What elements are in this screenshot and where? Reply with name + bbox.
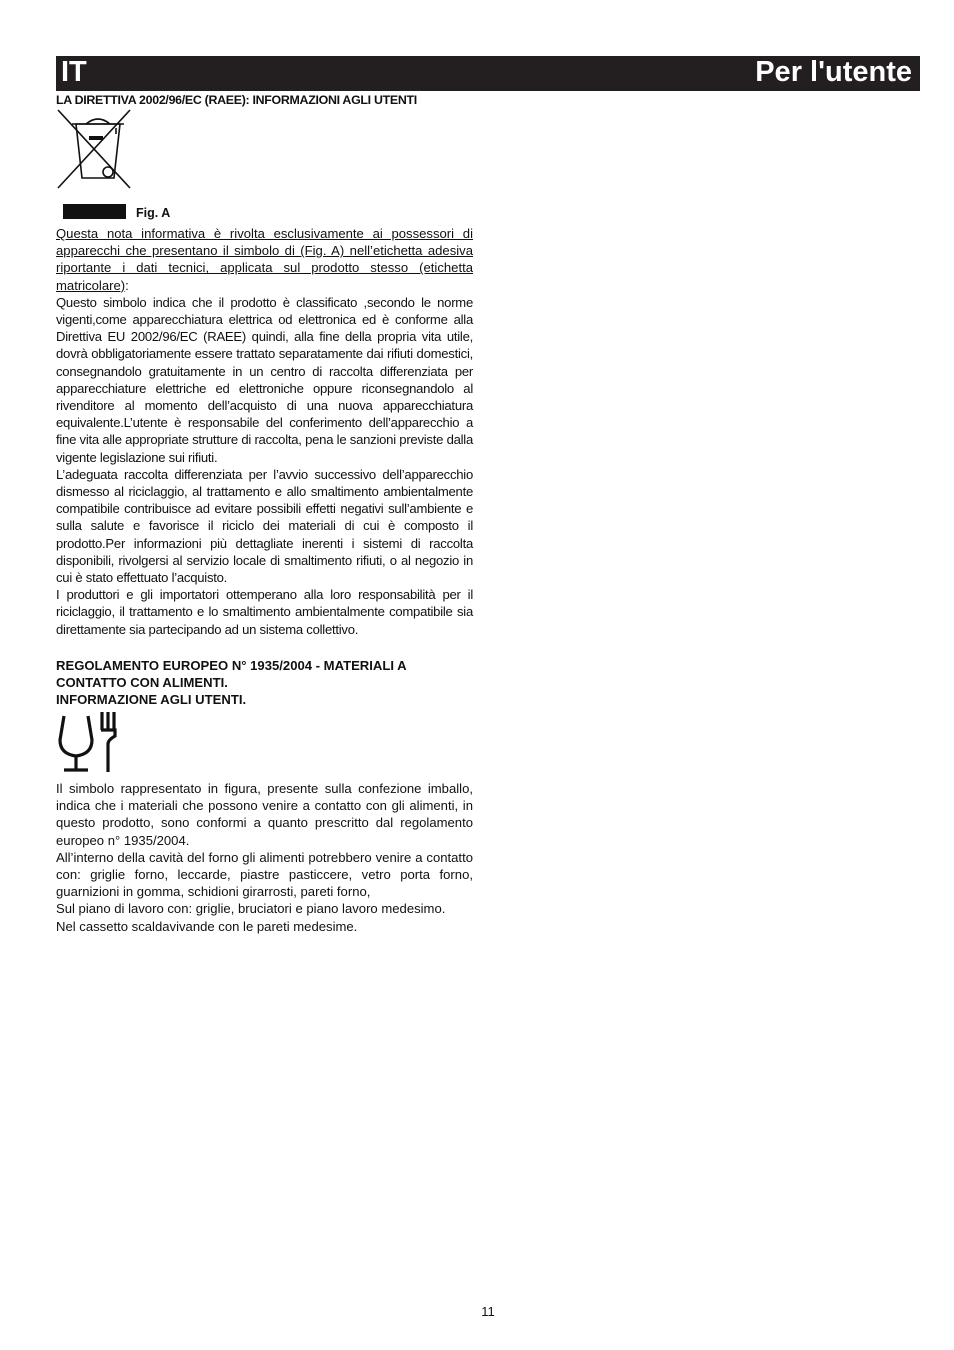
- food-contact-paragraph-3: Sul piano di lavoro con: griglie, bruciatori e piano lavoro medesimo.: [56, 901, 446, 917]
- weee-intro-underlined: Questa nota informativa è rivolta esclusivamente ai possessori di apparecchi che presentano il simbolo di (Fig. A) nell’etichetta adesiva riportante i dati tecnici, applicata sul prodotto stesso (etichetta matricolare): [56, 226, 473, 293]
- page-title: Per l'utente: [755, 56, 912, 88]
- weee-intro: [56, 225, 473, 294]
- weee-intro-suffix: :: [125, 277, 129, 293]
- weee-paragraph-3: I produttori e gli importatori ottemperano alla loro responsabilità per il riciclaggio, il trattamento e lo smaltimento ambientalmente compatibile sia direttamente sia partecipando ad un sistema collettivo.: [56, 587, 473, 637]
- food-contact-paragraph-4: Nel cassetto scaldavivande con le pareti medesime.: [56, 918, 358, 934]
- language-code: IT: [61, 56, 87, 88]
- food-contact-paragraph-1: Il simbolo rappresentato in figura, presente sulla confezione imballo, indica che i materiali che possono venire a contatto con gli alimenti, in questo prodotto, sono conformi a quanto prescritto dal regolamento europeo n° 1935/2004.: [56, 781, 473, 848]
- food-contact-section-heading: [56, 657, 473, 709]
- glass-and-fork-food-contact-icon: [56, 710, 122, 774]
- weee-section-heading: LA DIRETTIVA 2002/96/EC (RAEE): INFORMAZIONI AGLI UTENTI: [56, 93, 417, 107]
- figure-caption: Fig. A: [136, 206, 171, 220]
- food-contact-paragraph-2: All’interno della cavità del forno gli alimenti potrebbero venire a contatto con: griglie forno, leccarde, piastre pasticcere, vetro porta forno, guarnizioni in gomma, schidioni girarrosti, pareti forno,: [56, 849, 473, 900]
- weee-paragraph-1: Questo simbolo indica che il prodotto è classificato ,secondo le norme vigenti,come apparecchiatura elettrica od elettronica ed è conforme alla Direttiva EU 2002/96/EC (RAEE) quindi, alla fine della propria vita utile, dovrà obbligatoriamente essere trattato separatamente dai rifiuti domestici, consegnandolo gratuitamente in un centro di raccolta differenziata per apparecchiature elettriche ed elettroniche oppure riconsegnandolo al rivenditore al momento dell’acquisto di una nuova apparecchiatura equivalente.L’utente è responsabile del conferimento dell’apparecchio a fine vita alle appropriate strutture di raccolta, pena le sanzioni previste dalla vigente legislazione sui rifiuti.: [56, 294, 473, 465]
- separate-collection-bar: [63, 204, 126, 219]
- page-header-bar: [56, 56, 920, 91]
- food-contact-section-body: [56, 780, 473, 935]
- food-contact-heading-line-1: REGOLAMENTO EUROPEO N° 1935/2004 - MATERIALI A CONTATTO CON ALIMENTI.: [56, 658, 407, 691]
- weee-section-body: [56, 225, 473, 638]
- page-number: 11: [481, 1304, 495, 1319]
- crossed-out-wheelie-bin-icon: [56, 108, 136, 192]
- weee-paragraph-2: L’adeguata raccolta differenziata per l’avvio successivo dell’apparecchio dismesso al riciclaggio, al trattamento e allo smaltimento ambientalmente compatibile contribuisce ad evitare possibili effetti negativi sull’ambiente e sulla salute e favorisce il riciclo dei materiali di cui è composto il prodotto.Per informazioni più dettagliate inerenti i sistemi di raccolta disponibili, rivolgersi al servizio locale di smaltimento rifiuti, o al negozio in cui è stato effettuato l’acquisto.: [56, 466, 473, 586]
- food-contact-heading-line-2: INFORMAZIONE AGLI UTENTI.: [56, 692, 247, 708]
